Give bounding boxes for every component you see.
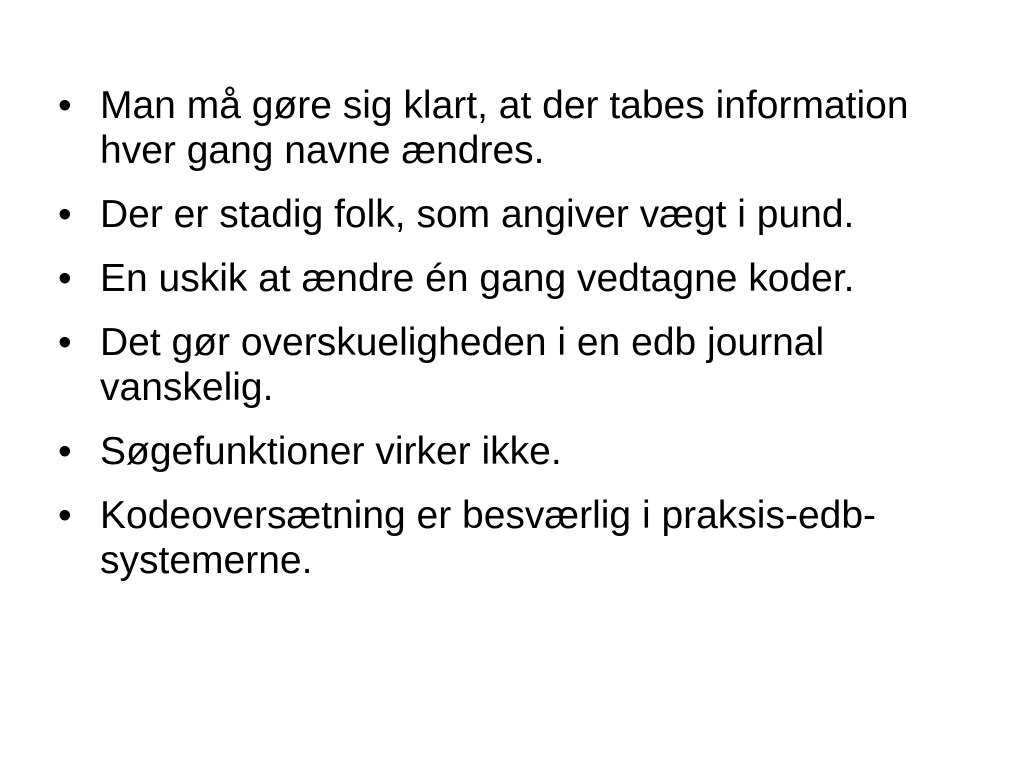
bullet-item <box>58 83 978 173</box>
bullet-text: Der er stadig folk, som angiver vægt i pund. <box>100 193 855 236</box>
bullet-item <box>58 192 978 237</box>
bullet-item <box>58 320 978 410</box>
bullet-icon: • <box>58 321 72 364</box>
bullet-icon: • <box>58 430 72 473</box>
bullet-text: Man må gøre sig klart, at der tabes information hver gang navne ændres. <box>100 84 909 172</box>
bullet-text: Det gør overskueligheden i en edb journal vanskelig. <box>100 321 825 409</box>
bullet-item <box>58 493 978 583</box>
bullet-item <box>58 256 978 301</box>
bullet-text: Søgefunktioner virker ikke. <box>100 430 562 473</box>
bullet-text: Kodeoversætning er besværlig i praksis-edb-systemerne. <box>100 494 877 582</box>
bullet-list <box>58 83 978 602</box>
bullet-icon: • <box>58 257 72 300</box>
bullet-text: En uskik at ændre én gang vedtagne koder. <box>100 257 855 300</box>
bullet-icon: • <box>58 84 72 127</box>
bullet-icon: • <box>58 494 72 537</box>
bullet-item <box>58 429 978 474</box>
bullet-icon: • <box>58 193 72 236</box>
